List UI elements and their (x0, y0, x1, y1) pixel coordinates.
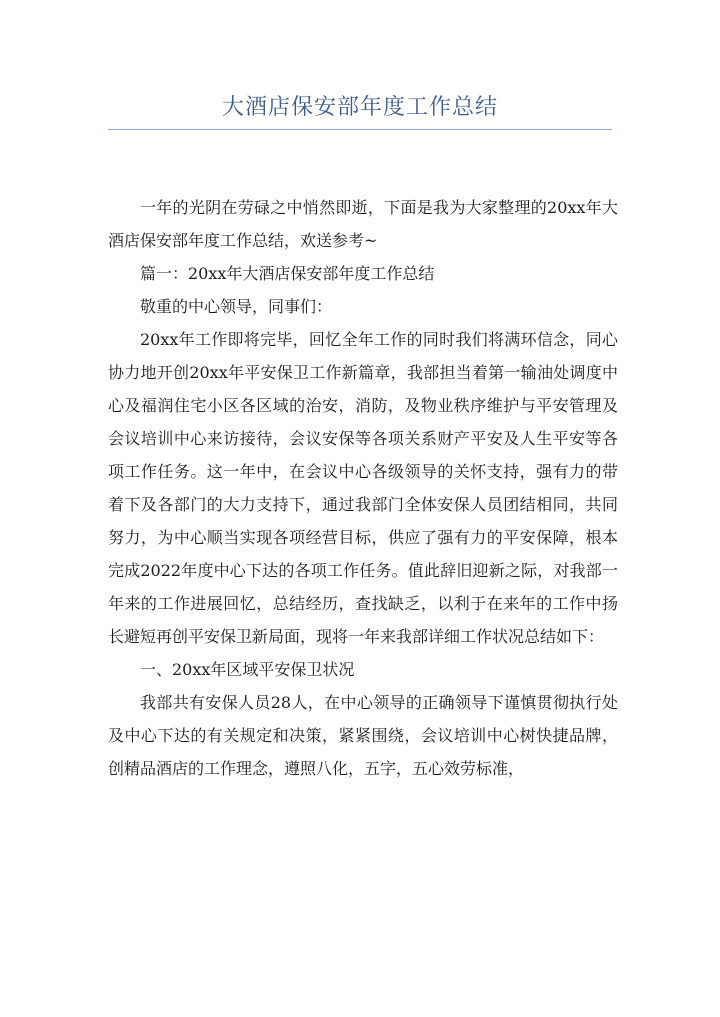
section-heading-one: 一、20xx年区域平安保卫状况 (140, 660, 355, 679)
intro-paragraph: 一年的光阴在劳碌之中悄然即逝，下面是我为大家整理的20xx年大酒店保安部年度工作总结，欢送参考~ (108, 198, 618, 250)
section-heading-part-one: 篇一：20xx年大酒店保安部年度工作总结 (140, 264, 435, 283)
salutation: 敬重的中心领导，同事们： (140, 297, 333, 316)
title-underline (108, 129, 612, 130)
document-title: 大酒店保安部年度工作总结 (221, 95, 498, 120)
document-body (108, 191, 618, 785)
body-paragraph: 我部共有安保人员28人，在中心领导的正确领导下谨慎贯彻执行处及中心下达的有关规定和决策，紧紧围绕，会议培训中心树快捷品牌，创精品酒店的工作理念，遵照八化，五字，五心效劳标准， (108, 693, 618, 778)
body-paragraph: 20xx年工作即将完毕，回忆全年工作的同时我们将满环信念，同心协力地开创20xx年平安保卫工作新篇章，我部担当着第一输油处调度中心及福润住宅小区各区域的治安，消防，及物业秩序维护与平安管理及会议培训中心来访接待，会议安保等各项关系财产平安及人生平安等各项工作任务。这一年中，在会议中心各级领导的关怀支持，强有力的带着下及各部门的大力支持下，通过我部门全体安保人员团结相同，共同努力，为中心顺当实现各项经营目标，供应了强有力的平安保障，根本完成2022年度中心下达的各项工作任务。值此辞旧迎新之际，对我部一年来的工作进展回忆，总结经历，查找缺乏，以利于在来年的工作中扬长避短再创平安保卫新局面，现将一年来我部详细工作状况总结如下： (108, 330, 618, 646)
